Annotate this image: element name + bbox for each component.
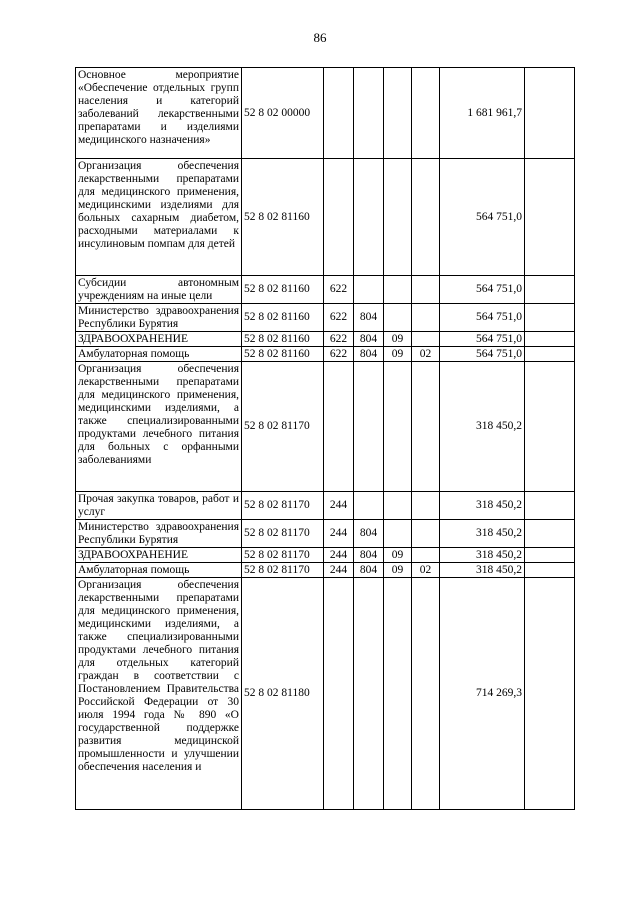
- amount: 714 269,3: [440, 578, 525, 810]
- ministry-code: 804: [354, 304, 384, 332]
- section-code: [384, 276, 412, 304]
- empty-cell: [525, 347, 575, 362]
- target-code: 52 8 02 81160: [242, 276, 324, 304]
- section-code: [384, 68, 412, 159]
- ministry-code: [354, 276, 384, 304]
- section-code: 09: [384, 332, 412, 347]
- ministry-code: [354, 68, 384, 159]
- subsection-code: [412, 548, 440, 563]
- target-code: 52 8 02 81170: [242, 362, 324, 492]
- budget-table: [75, 67, 575, 810]
- ministry-code: 804: [354, 520, 384, 548]
- amount: 564 751,0: [440, 276, 525, 304]
- section-code: 09: [384, 563, 412, 578]
- ministry-code: 804: [354, 563, 384, 578]
- expense-type-code: [324, 68, 354, 159]
- row-name: Организация обеспечения лекарственными препаратами для медицинского применения, медицинскими изделиями для больных сахарным диабетом, расходными материалами к инсулиновым помпам для детей: [76, 159, 242, 276]
- row-name: Амбулаторная помощь: [76, 347, 242, 362]
- subsection-code: [412, 276, 440, 304]
- empty-cell: [525, 362, 575, 492]
- amount: 318 450,2: [440, 548, 525, 563]
- row-name: Амбулаторная помощь: [76, 563, 242, 578]
- subsection-code: [412, 362, 440, 492]
- amount: 1 681 961,7: [440, 68, 525, 159]
- row-name: Организация обеспечения лекарственными препаратами для медицинского применения, медицинскими изделиями, а также специализированными продуктами лечебного питания для отдельных категорий граждан в соответствии с Постановлением Правительства Российской Федерации от 30 июля 1994 года № 890 «О государственной поддержке развития медицинской промышленности и улучшении обеспечения населения и: [76, 578, 242, 810]
- row-name: Прочая закупка товаров, работ и услуг: [76, 492, 242, 520]
- expense-type-code: 244: [324, 563, 354, 578]
- empty-cell: [525, 492, 575, 520]
- table-row: [76, 347, 575, 362]
- section-code: [384, 159, 412, 276]
- empty-cell: [525, 68, 575, 159]
- target-code: 52 8 02 81160: [242, 332, 324, 347]
- table-row: [76, 332, 575, 347]
- amount: 564 751,0: [440, 332, 525, 347]
- row-name: Организация обеспечения лекарственными препаратами для медицинского применения, медицинскими изделиями, а также специализированными продуктами лечебного питания для больных с орфанными заболеваниями: [76, 362, 242, 492]
- ministry-code: [354, 362, 384, 492]
- empty-cell: [525, 332, 575, 347]
- table-row: [76, 492, 575, 520]
- target-code: 52 8 02 81170: [242, 563, 324, 578]
- section-code: [384, 492, 412, 520]
- subsection-code: [412, 520, 440, 548]
- table-row: [76, 276, 575, 304]
- section-code: [384, 520, 412, 548]
- section-code: 09: [384, 548, 412, 563]
- expense-type-code: 622: [324, 332, 354, 347]
- ministry-code: [354, 578, 384, 810]
- row-name: Субсидии автономным учреждениям на иные цели: [76, 276, 242, 304]
- subsection-code: [412, 159, 440, 276]
- expense-type-code: 622: [324, 347, 354, 362]
- subsection-code: [412, 492, 440, 520]
- subsection-code: [412, 578, 440, 810]
- row-name: Основное мероприятие «Обеспечение отдельных групп населения и категорий заболеваний лекарственными препаратами и изделиями медицинского назначения»: [76, 68, 242, 159]
- expense-type-code: 244: [324, 520, 354, 548]
- ministry-code: 804: [354, 347, 384, 362]
- subsection-code: [412, 304, 440, 332]
- row-name: Министерство здравоохранения Республики Бурятия: [76, 520, 242, 548]
- table-row: [76, 548, 575, 563]
- page-number: 86: [313, 30, 327, 45]
- table-row: [76, 304, 575, 332]
- ministry-code: 804: [354, 548, 384, 563]
- expense-type-code: [324, 159, 354, 276]
- subsection-code: 02: [412, 347, 440, 362]
- table-row: [76, 159, 575, 276]
- row-name: ЗДРАВООХРАНЕНИЕ: [76, 332, 242, 347]
- expense-type-code: 244: [324, 548, 354, 563]
- section-code: [384, 362, 412, 492]
- subsection-code: [412, 68, 440, 159]
- target-code: 52 8 02 81170: [242, 548, 324, 563]
- amount: 564 751,0: [440, 304, 525, 332]
- target-code: 52 8 02 00000: [242, 68, 324, 159]
- empty-cell: [525, 304, 575, 332]
- empty-cell: [525, 548, 575, 563]
- target-code: 52 8 02 81170: [242, 520, 324, 548]
- table-row: [76, 520, 575, 548]
- section-code: 09: [384, 347, 412, 362]
- subsection-code: 02: [412, 563, 440, 578]
- amount: 564 751,0: [440, 347, 525, 362]
- section-code: [384, 304, 412, 332]
- expense-type-code: 244: [324, 492, 354, 520]
- subsection-code: [412, 332, 440, 347]
- target-code: 52 8 02 81160: [242, 347, 324, 362]
- empty-cell: [525, 520, 575, 548]
- empty-cell: [525, 159, 575, 276]
- ministry-code: 804: [354, 332, 384, 347]
- table-row: [76, 362, 575, 492]
- amount: 564 751,0: [440, 159, 525, 276]
- expense-type-code: 622: [324, 304, 354, 332]
- table-row: [76, 68, 575, 159]
- empty-cell: [525, 276, 575, 304]
- expense-type-code: 622: [324, 276, 354, 304]
- amount: 318 450,2: [440, 362, 525, 492]
- expense-type-code: [324, 362, 354, 492]
- target-code: 52 8 02 81180: [242, 578, 324, 810]
- amount: 318 450,2: [440, 520, 525, 548]
- target-code: 52 8 02 81170: [242, 492, 324, 520]
- table-row: [76, 563, 575, 578]
- row-name: ЗДРАВООХРАНЕНИЕ: [76, 548, 242, 563]
- empty-cell: [525, 563, 575, 578]
- amount: 318 450,2: [440, 563, 525, 578]
- target-code: 52 8 02 81160: [242, 304, 324, 332]
- empty-cell: [525, 578, 575, 810]
- expense-type-code: [324, 578, 354, 810]
- target-code: 52 8 02 81160: [242, 159, 324, 276]
- ministry-code: [354, 492, 384, 520]
- table-row: [76, 578, 575, 810]
- amount: 318 450,2: [440, 492, 525, 520]
- row-name: Министерство здравоохранения Республики Бурятия: [76, 304, 242, 332]
- section-code: [384, 578, 412, 810]
- ministry-code: [354, 159, 384, 276]
